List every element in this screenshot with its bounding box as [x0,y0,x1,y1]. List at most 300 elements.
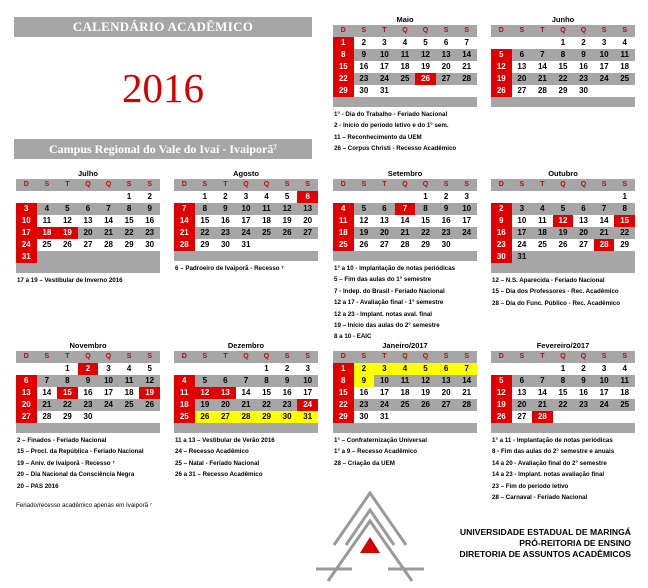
day-cell: 28 [104,240,113,249]
month-notes [17,275,123,286]
day-cell: 19 [491,399,512,411]
month-name: Outubro [548,169,578,178]
day-cell: 20 [441,388,451,397]
day-cell: 23 [215,227,236,239]
day-cell: 13 [517,62,527,71]
day-cell [354,191,375,203]
day-cell: 31 [16,251,37,263]
day-cell: 7 [98,203,119,215]
day-cell [215,363,236,375]
day-cell [139,411,160,423]
note-line: 14 a 23 - Implant. notas avaliação final [492,471,605,479]
day-cell: 1 [333,363,354,375]
day-cell: 12 [277,203,298,215]
day-cell: 1 [560,364,566,373]
weekday-header: Q [573,25,594,37]
weekday-header: S [119,351,140,363]
day-cell: 27 [83,240,93,249]
day-cell: 24 [98,399,119,411]
day-cell: 23 [139,227,160,239]
day-cell: 12 [491,61,512,73]
day-cell: 9 [573,49,594,61]
month-name: Novembro [69,341,107,350]
note-line: 28 – Criação da UEM [334,459,395,467]
day-cell: 16 [359,62,369,71]
weekday-header: S [139,351,160,363]
weekday-header: S [119,179,140,191]
day-cell [395,191,416,203]
day-cell: 18 [124,388,134,397]
day-cell: 4 [622,38,627,47]
weekday-header: Q [98,179,119,191]
day-cell: 2 [491,203,512,215]
day-cell: 31 [512,251,533,263]
day-cell: 25 [174,411,195,423]
month-grid [333,179,477,251]
month-footer-bar [333,97,477,107]
day-cell [594,411,615,423]
day-cell: 30 [83,412,93,421]
day-cell: 21 [174,227,195,239]
day-cell [195,363,216,375]
day-cell: 23 [573,73,594,85]
weekday-header: D [174,351,195,363]
day-cell: 6 [374,203,395,215]
day-cell [16,363,37,375]
note-line: 28 – Carnaval - Feriado Nacional [492,494,588,502]
month-footer-bar [16,423,160,433]
weekday-header: D [16,179,37,191]
day-cell: 5 [491,375,512,387]
day-cell: 25 [42,240,52,249]
weekday-header: Q [236,179,257,191]
day-cell: 25 [614,73,635,85]
day-cell [78,191,99,203]
day-cell [57,251,78,263]
day-cell: 1 [264,364,269,373]
day-cell: 8 [195,203,216,215]
day-cell: 12 [491,387,512,399]
day-cell [174,191,195,203]
note-line: 23 – Fim do período letivo [492,482,569,490]
day-cell: 26 [415,399,436,411]
day-cell: 28 [537,86,547,95]
day-cell: 3 [106,364,111,373]
weekday-header: D [333,351,354,363]
note-line: 15 – Dia dos Professores - Rec. Acadêmico [492,288,619,296]
note-line: 8 - Fim das aulas do 2° semestre e anuais [492,448,615,456]
note-line: 24 – Recesso Acadêmico [175,448,249,456]
day-cell: 23 [354,73,375,85]
day-cell: 11 [333,215,354,227]
month-footer-bar [333,251,477,261]
day-cell: 7 [236,375,257,387]
month-footer-bar [174,251,318,261]
weekday-header: S [594,351,615,363]
note-line: 17 a 19 – Vestibular de Inverno 2016 [17,277,123,284]
month-grid [16,351,160,423]
day-cell: 14 [174,215,195,227]
weekday-header: T [374,351,395,363]
weekday-header: Q [256,351,277,363]
day-cell: 2 [581,364,586,373]
note-line: 11 a 13 – Vestibular de Verão 2016 [175,437,275,444]
day-cell: 28 [174,239,195,251]
day-cell: 19 [553,227,574,239]
weekday-header: Q [236,351,257,363]
day-cell: 26 [359,240,369,249]
day-cell: 12 [359,216,369,225]
day-cell: 11 [256,203,277,215]
day-cell: 29 [256,411,277,423]
note-line: 7 - Indep. do Brasil - Feriado Nacional [334,287,445,295]
day-cell: 24 [16,239,37,251]
note-line: 12 a 17 - Avaliação final - 1° semestre [334,299,444,307]
day-cell: 30 [359,412,369,421]
day-cell: 22 [415,227,436,239]
day-cell: 22 [333,73,354,85]
note-line: 14 a 20 - Avaliação final do 2° semestre [492,459,607,467]
day-cell: 28 [532,411,553,423]
weekday-header: Q [553,179,574,191]
month-calendar [491,341,635,433]
month-calendar [491,169,635,273]
day-cell: 29 [620,240,630,249]
day-cell [333,191,354,203]
day-cell [415,85,436,97]
month-grid [491,351,635,423]
day-cell: 13 [436,49,457,61]
day-cell [174,363,195,375]
day-cell: 6 [443,38,449,47]
day-cell [395,85,416,97]
note-line: 1° - Dia do Trabalho - Feriado Nacional [334,111,448,118]
day-cell: 27 [16,411,37,423]
day-cell: 11 [174,387,195,399]
day-cell: 22 [195,227,216,239]
day-cell: 4 [395,363,416,375]
month-name: Janeiro/2017 [382,341,428,350]
day-cell: 2 [223,192,228,201]
day-cell: 1 [333,37,354,49]
weekday-header: Q [395,351,416,363]
day-cell: 31 [297,411,318,423]
day-cell: 5 [423,38,428,47]
note-line: 1° – Confraternização Universal [334,437,427,444]
weekday-header: S [277,351,298,363]
day-cell [491,191,512,203]
day-cell: 23 [436,227,457,239]
month-grid [491,25,635,97]
day-cell: 19 [354,227,375,239]
day-cell: 26 [558,240,568,249]
day-cell: 10 [517,216,527,225]
day-cell: 21 [594,227,615,239]
day-cell [594,191,615,203]
weekday-header: D [174,179,195,191]
day-cell: 28 [594,239,615,251]
day-cell: 3 [464,192,469,201]
day-cell: 22 [553,399,574,411]
day-cell: 5 [553,203,574,215]
day-cell [98,411,119,423]
campus-name: Campus Regional do Vale do Ivaí - Ivaiporã⁷ [14,139,312,159]
day-cell: 14 [104,216,113,225]
note-line: 20 – PAS 2016 [17,482,59,490]
day-cell: 15 [333,387,354,399]
day-cell: 29 [333,85,354,97]
day-cell [98,191,119,203]
day-cell: 1 [65,364,70,373]
day-cell: 21 [462,62,472,71]
day-cell [553,411,574,423]
day-cell: 30 [579,86,588,95]
month-notes [492,275,620,309]
day-cell: 24 [297,399,318,411]
weekday-header: Q [98,351,119,363]
day-cell [491,363,512,375]
weekday-header: D [491,179,512,191]
day-cell: 19 [421,388,430,397]
day-cell: 13 [436,375,457,387]
month-grid [16,179,160,263]
day-cell: 8 [333,49,354,61]
day-cell: 26 [62,240,72,249]
day-cell: 9 [354,375,375,387]
day-cell: 18 [262,216,271,225]
day-cell: 9 [573,375,594,387]
day-cell: 2 [581,38,586,47]
day-cell: 3 [601,364,607,373]
day-cell: 26 [277,227,298,239]
day-cell [594,251,615,263]
day-cell: 22 [553,73,574,85]
day-cell: 1 [202,192,208,201]
weekday-header: T [215,179,236,191]
day-cell: 8 [553,375,574,387]
day-cell: 18 [620,62,630,71]
day-cell: 18 [174,399,195,411]
day-cell: 20 [441,62,451,71]
weekday-header: S [614,351,635,363]
day-cell: 15 [200,216,210,225]
day-cell: 15 [124,216,134,225]
day-cell [415,411,436,423]
day-cell: 16 [83,388,93,397]
day-cell: 29 [124,240,134,249]
day-cell [119,251,140,263]
day-cell: 6 [573,203,594,215]
day-cell [436,85,457,97]
day-cell: 29 [333,411,354,423]
note-line: 11 – Reconhecimento da UEM [334,133,422,141]
day-cell: 14 [537,388,547,397]
day-cell [553,191,574,203]
day-cell: 27 [579,240,588,249]
day-cell: 14 [599,216,609,225]
day-cell: 22 [256,399,277,411]
month-calendar [333,169,477,261]
day-cell: 14 [42,388,52,397]
month-footer-bar [333,423,477,433]
day-cell: 2 [361,38,367,47]
day-cell: 9 [436,203,457,215]
day-cell: 15 [57,387,78,399]
day-cell: 24 [517,240,527,249]
day-cell [532,191,553,203]
day-cell: 11 [614,49,635,61]
day-cell: 19 [491,73,512,85]
day-cell: 3 [382,38,387,47]
day-cell: 10 [374,49,395,61]
day-cell: 26 [491,85,512,97]
weekday-header: T [532,25,553,37]
day-cell [37,191,58,203]
day-cell: 9 [354,49,375,61]
day-cell [573,411,594,423]
weekday-header: S [436,351,457,363]
month-calendar [174,169,318,261]
day-cell: 5 [284,192,290,201]
day-cell: 10 [16,215,37,227]
day-cell: 17 [303,388,313,397]
day-cell: 14 [456,49,477,61]
day-cell [614,411,635,423]
day-cell [436,411,457,423]
day-cell: 18 [620,388,630,397]
day-cell: 29 [421,240,430,249]
institution-name: UNIVERSIDADE ESTADUAL DE MARINGÁ [459,527,631,537]
day-cell: 30 [441,240,451,249]
note-line: 25 – Natal - Feriado Nacional [175,459,260,467]
day-cell: 8 [256,375,277,387]
weekday-header: Q [573,179,594,191]
day-cell: 20 [16,399,37,411]
day-cell: 26 [195,411,216,423]
day-cell: 14 [537,62,547,71]
day-cell [297,239,318,251]
day-cell [573,191,594,203]
day-cell: 8 [553,49,574,61]
day-cell: 11 [538,216,547,225]
day-cell: 29 [62,412,72,421]
day-cell [491,37,512,49]
day-cell [277,239,298,251]
weekday-header: D [333,25,354,37]
weekday-header: T [532,179,553,191]
calendar-title: CALENDÁRIO ACADÊMICO [14,17,312,37]
day-cell [256,239,277,251]
month-notes [17,435,144,492]
day-cell [594,85,615,97]
weekday-header: D [491,351,512,363]
day-cell [37,251,58,263]
day-cell: 15 [333,61,354,73]
note-line: 26 – Corpus Christi - Recesso Acadêmico [334,145,457,153]
day-cell: 22 [57,399,78,411]
note-line: 12 a 23 - Implant. notas aval. final [334,310,433,318]
weekday-header: S [139,179,160,191]
day-cell: 11 [395,375,416,387]
weekday-header: D [16,351,37,363]
day-cell: 24 [594,73,615,85]
weekday-header: S [277,179,298,191]
note-line: 28 – Dia do Func. Público - Rec. Acadêmico [492,299,621,307]
day-cell: 24 [236,227,257,239]
day-cell [16,191,37,203]
note-line: 19 – Aniv. de Ivaiporã - Recesso ⁷ [17,459,115,467]
weekday-header: S [456,351,477,363]
day-cell: 5 [415,363,436,375]
day-cell: 12 [553,215,574,227]
weekday-header: D [491,25,512,37]
day-cell: 20 [78,227,99,239]
weekday-header: S [37,351,58,363]
day-cell [37,363,58,375]
note-line: 2 - Início do período letivo e do 1° sem. [334,122,449,130]
month-notes [334,109,456,155]
day-cell: 23 [573,399,594,411]
day-cell: 28 [456,399,477,411]
day-cell [553,251,574,263]
day-cell: 25 [119,399,140,411]
day-cell: 17 [462,216,472,225]
weekday-header: S [512,179,533,191]
day-cell: 4 [402,38,408,47]
day-cell: 6 [297,191,318,203]
month-notes [492,435,614,503]
day-cell: 2 [78,363,99,375]
month-grid [174,179,318,251]
day-cell: 23 [277,399,298,411]
day-cell: 6 [512,375,533,387]
footnote: Feriado/recesso acadêmico apenas em Ivaiporã ⁷ [16,502,153,509]
day-cell: 4 [37,203,58,215]
day-cell: 25 [537,240,547,249]
day-cell: 27 [297,227,318,239]
day-cell: 10 [456,203,477,215]
day-cell: 23 [78,399,99,411]
day-cell: 13 [83,216,93,225]
day-cell: 6 [512,49,533,61]
day-cell: 4 [333,203,354,215]
day-cell: 19 [139,387,160,399]
day-cell: 27 [379,240,389,249]
day-cell [532,37,553,49]
day-cell: 17 [512,227,533,239]
day-cell: 11 [42,216,52,225]
uem-logo [306,485,434,585]
day-cell: 24 [374,399,395,411]
day-cell: 27 [436,399,457,411]
day-cell [532,363,553,375]
day-cell [374,191,395,203]
day-cell: 10 [98,375,119,387]
weekday-header: S [297,179,318,191]
day-cell: 25 [395,73,416,85]
day-cell: 11 [614,375,635,387]
day-cell: 15 [421,216,430,225]
weekday-header: T [374,179,395,191]
day-cell: 20 [512,399,533,411]
day-cell: 29 [558,86,568,95]
day-cell: 30 [277,411,298,423]
day-cell: 5 [491,49,512,61]
note-line: 1° a 11 - Implantação de notas periódicas [492,437,613,444]
month-footer-bar [16,263,160,273]
day-cell: 4 [126,364,132,373]
weekday-header: Q [415,179,436,191]
